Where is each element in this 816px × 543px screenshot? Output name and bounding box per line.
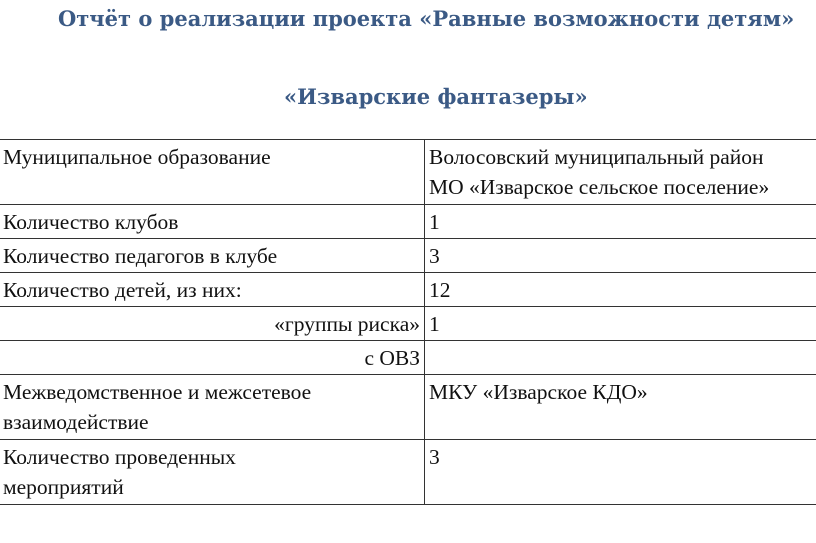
row-value-municipality — [425, 140, 816, 205]
row-value-interaction: МКУ «Изварское КДО» — [425, 375, 816, 440]
row-label-events — [0, 440, 425, 505]
table-row — [0, 307, 816, 341]
row-value-children: 12 — [425, 273, 816, 307]
table-row — [0, 273, 816, 307]
row-value-risk-group: 1 — [425, 307, 816, 341]
row-label-municipality: Муниципальное образование — [0, 140, 425, 205]
row-label-clubs: Количество клубов — [0, 205, 425, 239]
row-value-clubs: 1 — [425, 205, 816, 239]
row-value-teachers: 3 — [425, 239, 816, 273]
table-row — [0, 140, 816, 205]
events-label-line1: Количество проведенных — [3, 445, 236, 469]
table-row — [0, 239, 816, 273]
interaction-label-line1: Межведомственное и межсетевое — [3, 380, 312, 404]
row-label-disabilities: с ОВЗ — [0, 341, 425, 375]
municipality-settlement: МО «Изварское сельское поселение» — [429, 175, 770, 199]
table-row — [0, 440, 816, 505]
municipality-district: Волосовский муниципальный район — [429, 145, 764, 169]
row-label-risk-group: «группы риска» — [0, 307, 425, 341]
report-title: Отчёт о реализации проекта «Равные возможности детям» — [58, 6, 795, 31]
table-row — [0, 205, 816, 239]
table-row — [0, 375, 816, 440]
row-value-events: 3 — [425, 440, 816, 505]
table-row — [0, 341, 816, 375]
interaction-label-line2: взаимодействие — [3, 410, 149, 434]
row-label-interaction — [0, 375, 425, 440]
row-value-disabilities — [425, 341, 816, 375]
row-label-children: Количество детей, из них: — [0, 273, 425, 307]
events-label-line2: мероприятий — [3, 475, 124, 499]
row-label-teachers: Количество педагогов в клубе — [0, 239, 425, 273]
project-name-title: «Изварские фантазеры» — [284, 84, 588, 109]
report-table — [0, 139, 816, 505]
